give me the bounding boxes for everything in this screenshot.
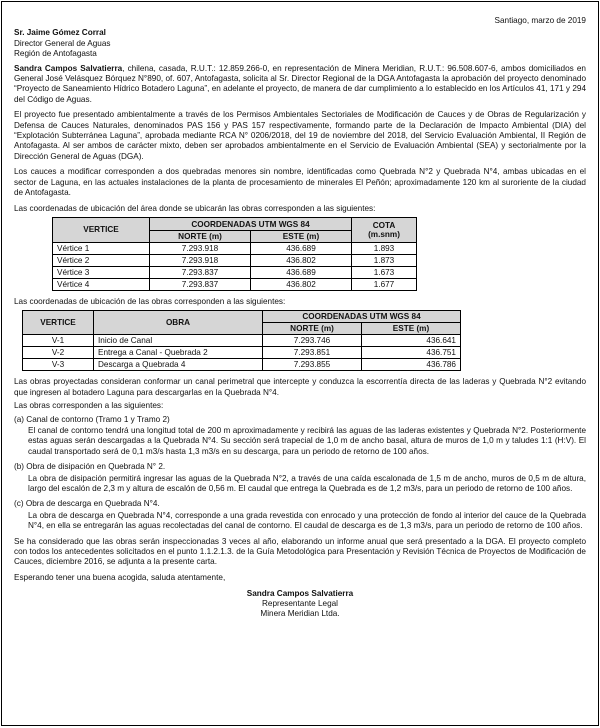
col-coordinates: COORDENADAS UTM WGS 84 — [150, 217, 352, 230]
table-row — [23, 347, 461, 359]
cell-cota: 1.873 — [352, 254, 417, 266]
signature-role: Representante Legal — [261, 599, 339, 609]
item-b-body: La obra de disipación permitirá ingresar las aguas de la Quebrada N°2, a través de una caída escalonada de 1,5 m de ancho, muros de 0,5 m de altura, largo del escalón de 2,3 m y altura de escalón de 0,56 m. El caudal que entrega la Quebrada es de 1,2 m3/s, para un periodo de retorno de 100 años. — [28, 473, 586, 493]
table-row — [23, 335, 461, 347]
intro-text: , chilena, casada, R.U.T.: 12.859.266-0, en representación de Minera Meridian, R.U.T.: 96.508.607-6, ambos domiciliados en General José Velásquez Bórquez N°890, of. 607, Antofagasta, solicita al Sr. Director Regional de la DGA Antofagasta la aprobación del proyecto denominado “Proyecto de Saneamiento Hídrico Botadero Laguna”, en adelante el proyecto, de manera de dar cumplimiento a lo establecido en los Artículos 41, 171 y 294 del Código de Aguas. — [14, 63, 586, 104]
table-header-row — [53, 217, 417, 230]
cell-vertice: Vértice 3 — [53, 266, 150, 278]
intro-signer-name: Sandra Campos Salvatierra — [14, 63, 123, 73]
cell-norte: 7.293.746 — [263, 335, 362, 347]
col-vertice: VERTICE — [23, 311, 94, 335]
item-b-title: (b) Obra de disipación en Quebrada N° 2. — [14, 462, 166, 472]
cell-este: 436.641 — [362, 335, 461, 347]
col-vertice: VERTICE — [53, 217, 150, 242]
cell-cota: 1.893 — [352, 242, 417, 254]
cell-vertice: V-2 — [23, 347, 94, 359]
paragraph-works-coords: Las coordenadas de ubicación de las obras corresponden a las siguientes: — [14, 296, 286, 306]
letter-date: Santiago, marzo de 2019 — [494, 16, 586, 25]
recipient-region: Región de Antofagasta — [14, 49, 97, 59]
cell-este: 436.802 — [251, 254, 352, 266]
cell-obra: Descarga a Quebrada 4 — [94, 359, 263, 371]
cell-vertice: Vértice 1 — [53, 242, 150, 254]
cell-obra: Entrega a Canal - Quebrada 2 — [94, 347, 263, 359]
table-row — [53, 242, 417, 254]
cell-norte: 7.293.837 — [150, 266, 251, 278]
cell-cota: 1.677 — [352, 278, 417, 290]
cell-cota: 1.673 — [352, 266, 417, 278]
col-cota — [352, 217, 417, 242]
cell-vertice: Vértice 2 — [53, 254, 150, 266]
cell-vertice: V-1 — [23, 335, 94, 347]
item-a-title: (a) Canal de contorno (Tramo 1 y Tramo 2) — [14, 414, 170, 424]
cell-norte: 7.293.918 — [150, 242, 251, 254]
cell-norte: 7.293.837 — [150, 278, 251, 290]
recipient-title: Director General de Aguas — [14, 38, 111, 48]
item-c-title: (c) Obra de descarga en Quebrada N°4. — [14, 499, 160, 509]
cota-unit: (m.snm) — [368, 229, 400, 239]
cell-vertice: V-3 — [23, 359, 94, 371]
paragraph-inspection: Se ha considerado que las obras serán inspeccionadas 3 veces al año, elaborando un informe anual que será presentado a la DGA. El proyecto completo con todos los antecedentes solicitados en el punto 1.1.2.1.3. de la Guía Metodológica para Presentación y Revisión Técnica de Proyectos de Modificación de Cauces, diciembre 2016, se adjunta a la presente carta. — [14, 536, 586, 567]
paragraph-works-list: Las obras corresponden a las siguientes: — [14, 401, 164, 411]
col-este: ESTE (m) — [251, 230, 352, 242]
signature-company: Minera Meridian Ltda. — [260, 609, 340, 619]
recipient-name: Sr. Jaime Gómez Corral — [14, 28, 106, 38]
col-coordinates: COORDENADAS UTM WGS 84 — [263, 311, 461, 323]
recipient-block — [14, 28, 586, 59]
cell-norte: 7.293.851 — [263, 347, 362, 359]
col-norte: NORTE (m) — [263, 323, 362, 335]
table-row — [53, 254, 417, 266]
paragraph-area-coords: Las coordenadas de ubicación del área donde se ubicarán las obras corresponden a las siguientes: — [14, 203, 376, 213]
table-row — [53, 278, 417, 290]
intro-paragraph — [14, 64, 586, 106]
cell-este: 436.689 — [251, 266, 352, 278]
cell-este: 436.689 — [251, 242, 352, 254]
cell-este: 436.786 — [362, 359, 461, 371]
signature-block — [14, 589, 586, 619]
table-row — [53, 266, 417, 278]
item-c-body: La obra de descarga en Quebrada N°4, corresponde a una grada revestida con enrocado y una protección de fondo al interior del cauce de la Quebrada N°4, en ella se entregarán las aguas recolectadas del canal de contorno. El caudal de descarga es de 1,3 m3/s, para un periodo de retorno de 100 años. — [28, 510, 586, 531]
paragraph-cauces: Los cauces a modificar corresponden a dos quebradas menores sin nombre, identificadas como Quebrada N°2 y Quebrada N°4, ambas ubicadas en el sector de Laguna, en las actuales instalaciones de la planta de procesamiento de minerales El Peñón; aproximadamente 120 km al suroriente de la ciudad de Antofagasta. — [14, 167, 586, 198]
signature-name: Sandra Campos Salvatierra — [246, 589, 354, 599]
item-a-body: El canal de contorno tendrá una longitud total de 200 m aproximadamente y recibirá las aguas de las laderas existentes y Quebrada N°2. Posteriormente estas aguas serán descargadas a la Quebrada N°4. Su sección será trapecial de 1,0 m de ancho basal, altura de muros de 1,0 m y taludes 1:1 (H:V). El caudal transportado será de 0,1 m3/s hasta 1,3 m3/s en su descarga, para un periodo de retorno de 100 años. — [28, 425, 586, 456]
paragraph-permits: El proyecto fue presentado ambientalmente a través de los Permisos Ambientales Sectoriales de Modificación de Cauces y de Obras de Regularización y Defensa de Cauces Naturales, denominados PAS 156 y PAS 157 respectivamente, formando parte de la Declaración de Impacto Ambiental (DIA) del “Explotación Subterránea Laguna”, aprobada mediante RCA N° 0206/2018, del 19 de noviembre del 2018, del Servicio Evaluación Ambiental, II Región de Antofagasta. Al ser ambos de carácter mixto, deben ser aprobados ambientalmente en el Servicio de Evaluación Ambiental (SEA) y sectorialmente por la Dirección General de Aguas (DGA). — [14, 110, 586, 161]
cell-norte: 7.293.855 — [263, 359, 362, 371]
cell-obra: Inicio de Canal — [94, 335, 263, 347]
cota-label: COTA — [372, 220, 396, 230]
table-header-row — [23, 311, 461, 323]
works-coordinates-table — [22, 310, 461, 371]
paragraph-works-desc: Las obras proyectadas consideran conformar un canal perimetral que intercepte y conduzca la escorrentía directa de las laderas y Quebrada N°2 evitando que ingresen al botadero Laguna para descargarlas en la Quebrada N°4. — [14, 377, 586, 397]
col-este: ESTE (m) — [362, 323, 461, 335]
area-coordinates-table — [52, 217, 417, 291]
col-norte: NORTE (m) — [150, 230, 251, 242]
cell-este: 436.751 — [362, 347, 461, 359]
paragraph-closing: Esperando tener una buena acogida, saluda atentamente, — [14, 572, 226, 582]
letter-page — [1, 1, 599, 726]
cell-norte: 7.293.918 — [150, 254, 251, 266]
cell-este: 436.802 — [251, 278, 352, 290]
col-obra: OBRA — [94, 311, 263, 335]
cell-vertice: Vértice 4 — [53, 278, 150, 290]
table-row — [23, 359, 461, 371]
